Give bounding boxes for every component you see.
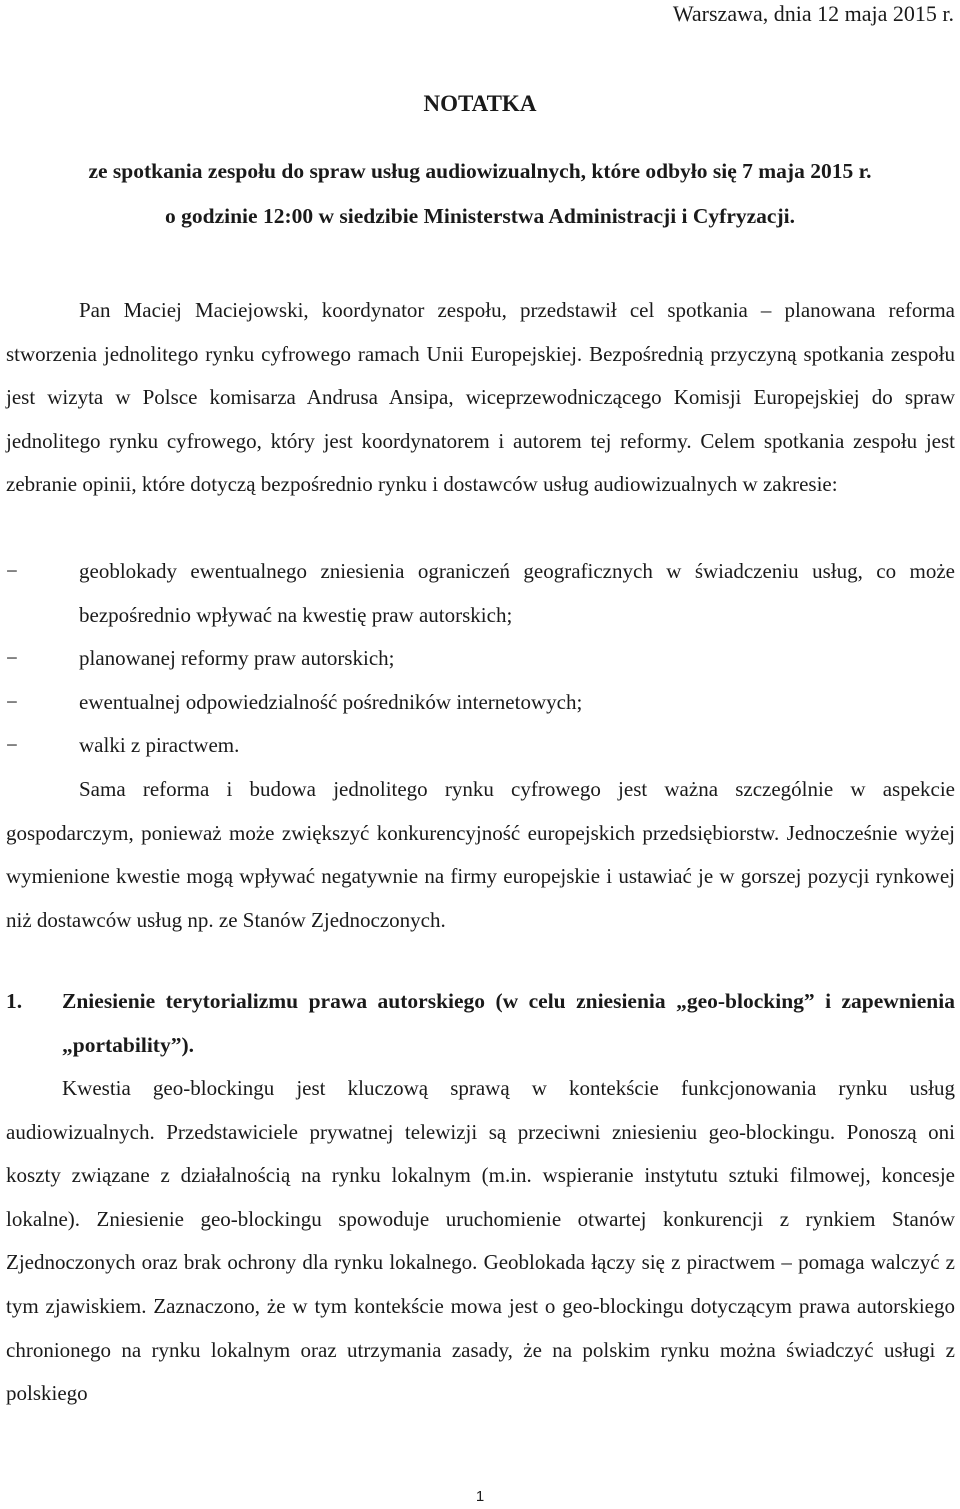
subtitle-line-1: ze spotkania zespołu do spraw usług audiowizualnych, które odbyło się 7 maja 2015 r.	[88, 159, 872, 183]
section-1-heading	[6, 980, 955, 1067]
section-1-paragraph-block	[6, 1067, 955, 1416]
list-item-text: planowanej reformy praw autorskich;	[79, 646, 395, 671]
section-1-paragraph: Kwestia geo-blockingu jest kluczową sprawą w kontekście funkcjonowania rynku usług audiowizualnych. Przedstawiciele prywatnej telewizji są przeciwni zniesieniu geo-blockingu. Ponoszą oni koszty związane z działalnością na rynku lokalnym (m.in. wspieranie instytutu sztuki filmowej, koncesje lokalne). Zniesienie geo-blockingu spowoduje uruchomienie otwartej konkurencji z rynkiem Stanów Zjednoczonych oraz brak ochrony dla rynku lokalnego. Geoblokada łączy się z piractwem – pomaga walczyć z tym zjawiskiem. Zaznaczono, że w tym kontekście mowa jest o geo-blockingu dotyczącym prawa autorskiego chronionego na rynku lokalnym oraz utrzymania zasady, że na polskim rynku można świadczyć usługi z polskiego	[6, 1076, 955, 1406]
list-item	[6, 681, 955, 725]
section-number: 1.	[6, 989, 23, 1013]
intro-paragraph: Pan Maciej Maciejowski, koordynator zespołu, przedstawił cel spotkania – planowana reforma stworzenia jednolitego rynku cyfrowego ramach Unii Europejskiej. Bezpośrednią przyczyną spotkania zespołu jest wizyta w Polsce komisarza Andrusa Ansipa, wiceprzewodniczącego Komisji Europejskiej do spraw jednolitego rynku cyfrowego, który jest koordynatorem i autorem tej reformy. Celem spotkania zespołu jest zebranie opinii, które dotyczą bezpośrednio rynku i dostawców usług audiowizualnych w zakresie:	[6, 298, 955, 497]
list-item-text: geoblokady ewentualnego zniesienia ograniczeń geograficznych w świadczeniu usług, co może bezpośrednio wpływać na kwestię praw autorskich;	[79, 559, 955, 627]
list-item	[6, 550, 955, 637]
list-item-text: walki z piractwem.	[79, 733, 240, 758]
reform-paragraph: Sama reforma i budowa jednolitego rynku cyfrowego jest ważna szczególnie w aspekcie gospodarczym, ponieważ może zwiększyć konkurencyjność europejskich przedsiębiorstw. Jednocześnie wyżej wymienione kwestie mogą wpływać negatywnie na firmy europejskie i ustawiać je w gorszej pozycji rynkowej niż dostawców usług np. ze Stanów Zjednoczonych.	[6, 777, 955, 932]
intro-paragraph-block	[6, 289, 955, 507]
list-item	[6, 637, 955, 681]
scope-list	[6, 550, 955, 768]
section-heading-text: Zniesienie terytorializmu prawa autorskiego (w celu zniesienia „geo-blocking” i zapewnienia „portability”).	[62, 989, 955, 1057]
dash-bullet-icon: −	[6, 559, 18, 583]
dash-bullet-icon: −	[6, 733, 18, 758]
date-line: Warszawa, dnia 12 maja 2015 r.	[672, 1, 954, 26]
dash-bullet-icon: −	[6, 689, 18, 714]
list-item	[6, 724, 955, 768]
page-number: 1	[475, 1488, 485, 1505]
subtitle-line-2: o godzinie 12:00 w siedzibie Ministerstwa Administracji i Cyfryzacji.	[165, 204, 795, 228]
document-title: NOTATKA	[423, 91, 537, 116]
reform-paragraph-block	[6, 768, 955, 942]
dash-bullet-icon: −	[6, 646, 18, 671]
list-item-text: ewentualnej odpowiedzialność pośredników internetowych;	[79, 689, 583, 714]
